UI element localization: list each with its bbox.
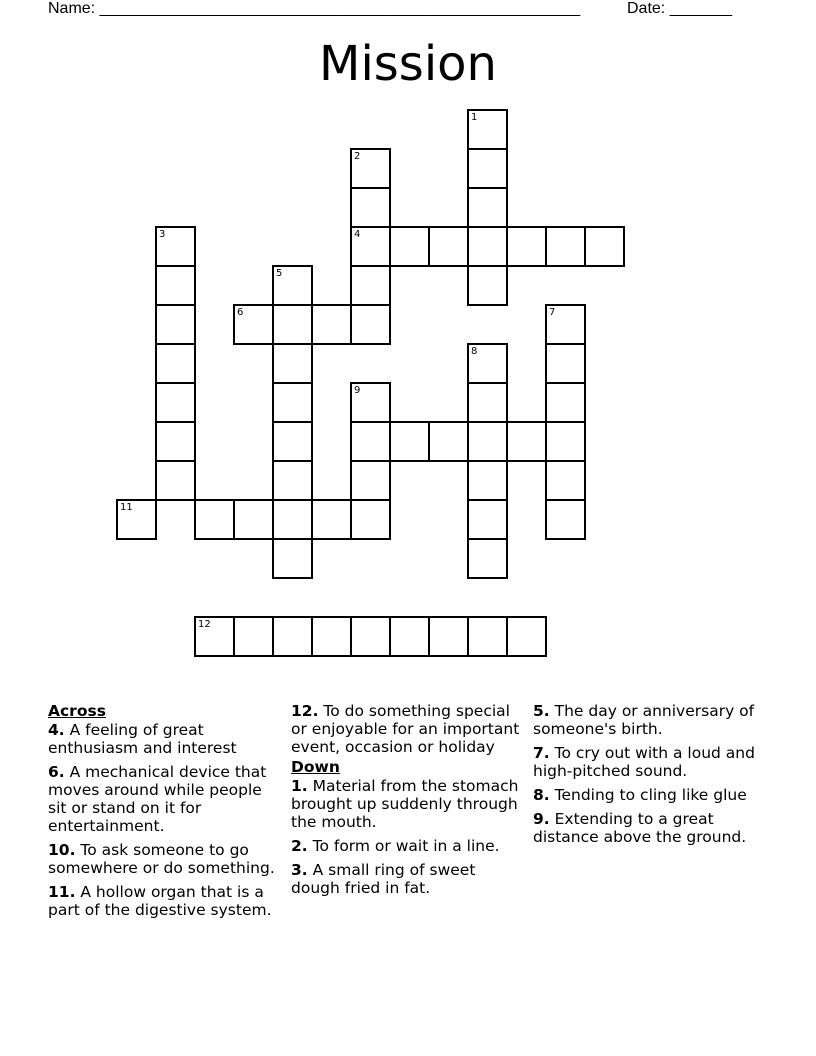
grid-cell[interactable] xyxy=(194,616,235,657)
clue-number: 2. xyxy=(291,837,308,855)
clue-number: 1. xyxy=(291,777,308,795)
grid-cell[interactable] xyxy=(428,421,469,462)
clue-number: 8. xyxy=(533,786,550,804)
clue-across-10 xyxy=(48,841,283,877)
grid-cell[interactable] xyxy=(311,499,352,540)
clue-number: 7. xyxy=(533,744,550,762)
grid-cell[interactable] xyxy=(155,460,196,501)
grid-cell[interactable] xyxy=(389,616,430,657)
clue-across-6 xyxy=(48,763,283,835)
grid-cell[interactable] xyxy=(584,226,625,267)
grid-cell[interactable] xyxy=(467,538,508,579)
grid-cell[interactable] xyxy=(233,304,274,345)
clue-text: A hollow organ that is a part of the digestive system. xyxy=(48,883,272,919)
puzzle-title: Mission xyxy=(319,36,497,92)
grid-cell[interactable] xyxy=(467,499,508,540)
grid-cell[interactable] xyxy=(350,187,391,228)
grid-cell[interactable] xyxy=(272,460,313,501)
clue-down-7 xyxy=(533,744,773,780)
grid-cell[interactable] xyxy=(155,343,196,384)
grid-cell[interactable] xyxy=(233,616,274,657)
grid-cell[interactable] xyxy=(467,148,508,189)
clue-number-label: 12 xyxy=(198,619,211,630)
grid-cell[interactable] xyxy=(545,343,586,384)
grid-cell[interactable] xyxy=(506,421,547,462)
clue-text: Extending to a great distance above the ground. xyxy=(533,810,747,846)
clue-text: To cry out with a loud and high-pitched sound. xyxy=(533,744,755,780)
clue-down-9 xyxy=(533,810,773,846)
grid-cell[interactable] xyxy=(545,421,586,462)
grid-cell[interactable] xyxy=(467,343,508,384)
clue-down-2 xyxy=(291,837,523,855)
down-heading: Down xyxy=(291,758,340,776)
clue-number: 9. xyxy=(533,810,550,828)
clues-column-1 xyxy=(48,702,283,925)
grid-cell[interactable] xyxy=(155,226,196,267)
clue-number-label: 4 xyxy=(354,229,361,240)
clue-number-label: 8 xyxy=(471,346,478,357)
grid-cell[interactable] xyxy=(311,616,352,657)
clue-down-3 xyxy=(291,861,523,897)
grid-cell[interactable] xyxy=(350,226,391,267)
grid-cell[interactable] xyxy=(350,382,391,423)
grid-cell[interactable] xyxy=(233,499,274,540)
grid-cell[interactable] xyxy=(155,265,196,306)
grid-cell[interactable] xyxy=(428,226,469,267)
clue-across-4 xyxy=(48,721,283,757)
clue-across-11 xyxy=(48,883,283,919)
grid-cell[interactable] xyxy=(467,265,508,306)
clues-column-3 xyxy=(533,702,773,852)
grid-cell[interactable] xyxy=(506,616,547,657)
clue-number: 5. xyxy=(533,702,550,720)
grid-cell[interactable] xyxy=(116,499,157,540)
clue-number-label: 1 xyxy=(471,112,478,123)
grid-cell[interactable] xyxy=(272,421,313,462)
clue-text: A small ring of sweet dough fried in fat. xyxy=(291,861,476,897)
clue-number-label: 2 xyxy=(354,151,361,162)
clue-text: A mechanical device that moves around while people sit or stand on it for entertainment. xyxy=(48,763,267,835)
grid-cell[interactable] xyxy=(506,226,547,267)
clue-number: 3. xyxy=(291,861,308,879)
grid-cell[interactable] xyxy=(467,187,508,228)
grid-cell[interactable] xyxy=(389,226,430,267)
grid-cell[interactable] xyxy=(467,226,508,267)
grid-cell[interactable] xyxy=(350,499,391,540)
clue-down-5 xyxy=(533,702,773,738)
grid-cell[interactable] xyxy=(545,304,586,345)
grid-cell[interactable] xyxy=(194,499,235,540)
grid-cell[interactable] xyxy=(272,499,313,540)
grid-cell[interactable] xyxy=(155,421,196,462)
clue-number: 4. xyxy=(48,721,65,739)
clue-number-label: 6 xyxy=(237,307,244,318)
name-field[interactable]: Name: ______________________________________________________ xyxy=(48,0,581,17)
clue-text: To do something special or enjoyable for an important event, occasion or holiday xyxy=(291,702,520,756)
grid-cell[interactable] xyxy=(545,226,586,267)
grid-cell[interactable] xyxy=(350,460,391,501)
clue-number: 10. xyxy=(48,841,76,859)
clue-number-label: 7 xyxy=(549,307,556,318)
date-field[interactable]: Date: _______ xyxy=(627,0,732,17)
grid-cell[interactable] xyxy=(272,382,313,423)
grid-cell[interactable] xyxy=(467,109,508,150)
grid-cell[interactable] xyxy=(272,616,313,657)
grid-cell[interactable] xyxy=(272,304,313,345)
clue-number-label: 3 xyxy=(159,229,166,240)
grid-cell[interactable] xyxy=(272,343,313,384)
clue-down-8 xyxy=(533,786,773,804)
clue-down-1 xyxy=(291,777,523,831)
clue-number-label: 5 xyxy=(276,268,283,279)
clue-number: 6. xyxy=(48,763,65,781)
clue-text: The day or anniversary of someone's birth. xyxy=(533,702,755,738)
clue-text: To ask someone to go somewhere or do something. xyxy=(48,841,275,877)
grid-cell[interactable] xyxy=(272,538,313,579)
clue-text: Material from the stomach brought up suddenly through the mouth. xyxy=(291,777,519,831)
grid-cell[interactable] xyxy=(350,148,391,189)
across-heading: Across xyxy=(48,702,106,720)
clues-column-2 xyxy=(291,702,523,903)
grid-cell[interactable] xyxy=(350,304,391,345)
grid-cell[interactable] xyxy=(389,421,430,462)
clue-text: To form or wait in a line. xyxy=(312,837,500,855)
clue-number-label: 11 xyxy=(120,502,133,513)
grid-cell[interactable] xyxy=(545,382,586,423)
clue-across-12 xyxy=(291,702,523,756)
grid-cell[interactable] xyxy=(155,382,196,423)
clue-text: A feeling of great enthusiasm and interest xyxy=(48,721,237,757)
clue-text: Tending to cling like glue xyxy=(554,786,747,804)
grid-cell[interactable] xyxy=(311,304,352,345)
grid-cell[interactable] xyxy=(272,265,313,306)
clue-number-label: 9 xyxy=(354,385,361,396)
grid-cell[interactable] xyxy=(545,499,586,540)
grid-cell[interactable] xyxy=(350,421,391,462)
grid-cell[interactable] xyxy=(467,421,508,462)
grid-cell[interactable] xyxy=(155,304,196,345)
clue-number: 12. xyxy=(291,702,319,720)
grid-cell[interactable] xyxy=(467,382,508,423)
grid-cell[interactable] xyxy=(350,616,391,657)
grid-cell[interactable] xyxy=(545,460,586,501)
grid-cell[interactable] xyxy=(428,616,469,657)
grid-cell[interactable] xyxy=(467,460,508,501)
grid-cell[interactable] xyxy=(467,616,508,657)
grid-cell[interactable] xyxy=(350,265,391,306)
clue-number: 11. xyxy=(48,883,76,901)
